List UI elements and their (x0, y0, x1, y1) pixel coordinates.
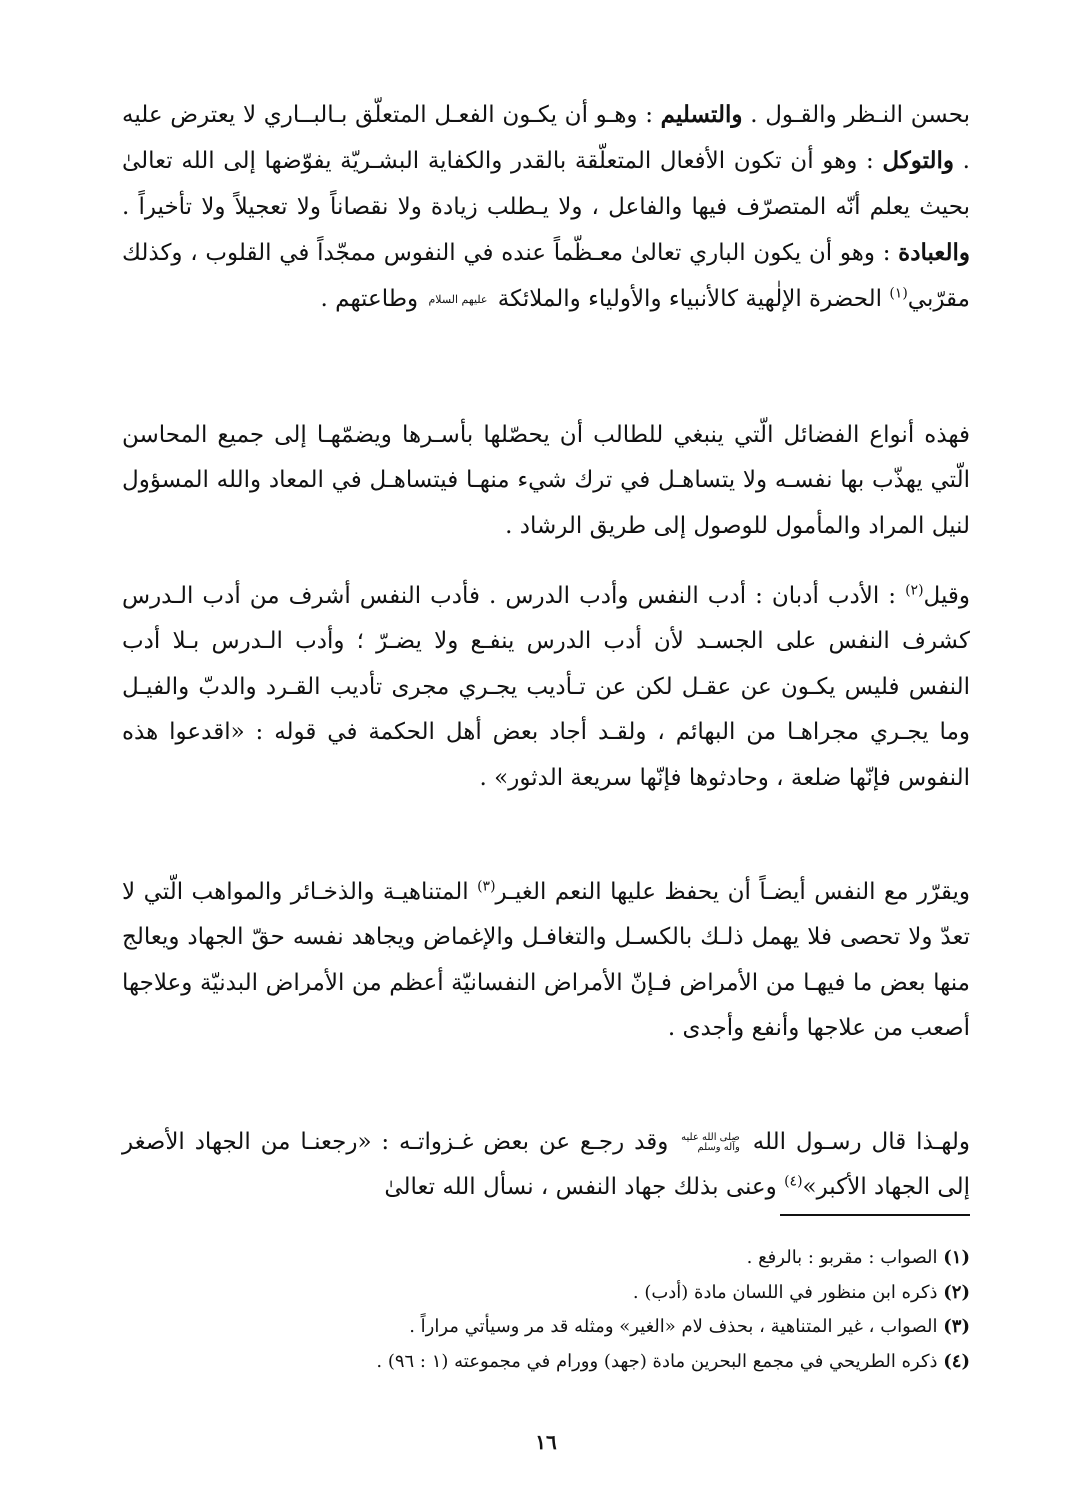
text-run: : وهو أن تكون الأفعال المتعلّقة بالقدر والكفاية البشـريّة يفوّضها إلى الله تعالىٰ بحيث يعلم أنّه المتصرّف فيها والفاعل ، ولا يـطلب زيادة ولا نقصاناً ولا تعجيلاً ولا تأخيراً . (122, 148, 970, 220)
paragraph-2-text: فهذه أنواع الفضائل الّتي ينبغي للطالب أن يحصّلها بأسـرها ويضمّهـا إلى جميع المحاسن الّتي يهذّب بها نفسـه ولا يتساهـل في ترك شيء منهـا فيتساهـل في المعاد والله المسؤول لنيل المراد والمأمول للوصول إلى طريق الرشاد . (122, 422, 970, 539)
term-tasleem: والتسليم (660, 101, 743, 128)
text-run: وعنى بذلك جهاد النفس ، نسأل الله تعالىٰ (384, 1174, 785, 1201)
paragraph-5 (122, 1120, 970, 1211)
text-run: ويقرّر مع النفس أيضـاً أن يحفظ عليها النعم الغيـر (495, 879, 970, 905)
paragraph-2 (122, 413, 970, 549)
paragraph-3 (122, 574, 970, 801)
paragraph-4 (122, 870, 970, 1052)
term-tawakkul: والتوكل (882, 147, 955, 175)
footnote-text: ذكره الطريحي في مجمع البحرين مادة (جهد) وورام في مجموعته (١ : ٩٦) . (376, 1350, 944, 1372)
footnote-number: (٤) (943, 1350, 970, 1372)
page-number: ١٦ (535, 1430, 557, 1454)
text-run: : الأدب أدبان : أدب النفس وأدب الدرس . فأدب النفس أشرف من أدب الـدرس كشرف النفس على الجسـد لأن أدب الدرس ينفـع ولا يضـرّ ؛ وأدب الـدرس بـلا أدب النفس فليس يكـون عن عقـل لكن عن تـأديب يجـري مجرى تأديب القـرد والدبّ والفيـل وما يجـري مجراهـا من البهائم ، ولقـد أجاد بعض أهل الحكمة في قوله : «اقدعوا هذه النفوس فإنّها ضلعة ، وحادثوها فإنّها سريعة الدثور» . (122, 583, 970, 791)
text-run: وطاعتهم . (320, 285, 426, 312)
footnote-text: الصواب : مقربو : بالرفع . (746, 1247, 944, 1268)
footnote-number: (١) (943, 1247, 970, 1268)
paragraph-1 (122, 92, 970, 322)
text-run: المتناهيـة والذخـائر والمواهب الّتي لا تعدّ ولا تحصى فلا يهمل ذلـك بالكسـل والتغافـل والإغماض ويجاهد نفسه حقّ الجهاد ويعالج منها بعض ما فيهـا من الأمراض فـإنّ الأمراض النفسانيّة أعظم من الأمراض البدنيّة وعلاجها أصعب من علاجها وأنفع وأجدى . (122, 879, 970, 1042)
salawat-glyph (678, 1133, 743, 1153)
salawat-top: صلى الله عليه (681, 1132, 740, 1143)
footnote-number: (٢) (943, 1281, 970, 1303)
footnote-2 (122, 1276, 970, 1311)
term-ibada: والعبادة (898, 239, 970, 267)
text-run: : وهو أن يكون الباري تعالىٰ معـظّماً عنده في النفوس ممجّداً في القلوب ، وكذلك مقرّبي (122, 240, 970, 312)
footnote-divider (780, 1214, 970, 1216)
footnote-1 (122, 1241, 970, 1276)
footnote-ref-4: (٤) (784, 1173, 803, 1190)
footnote-ref-3: (٣) (477, 878, 496, 895)
footnote-text: ذكره ابن منظور في اللسان مادة (أدب) . (632, 1281, 944, 1303)
footnote-4 (122, 1345, 970, 1380)
footnote-number: (٣) (943, 1316, 970, 1337)
footnote-text: الصواب ، غير المتناهية ، بحذف لام «الغير» ومثله قد مر وسيأتي مراراً . (409, 1316, 944, 1337)
salawat-bottom: وآله وسلم (697, 1142, 740, 1153)
text-run: وقيل (923, 583, 970, 609)
footnote-ref-1: (١) (889, 284, 908, 301)
footnote-ref-2: (٢) (905, 582, 924, 599)
text-run: بحسن النـظر والقـول . (742, 102, 970, 128)
honorific-glyph: عليهم السلام (428, 293, 488, 307)
text-run: وقد رجـع عن بعض غـزواتـه : «رجعنـا من الجهاد الأصغر إلى الجهاد الأكبر» (122, 1129, 970, 1201)
footnotes (122, 1241, 970, 1379)
text-run: الحضرة الإلٰهية كالأنبياء والأولياء والملائكة (490, 285, 890, 312)
text-run: ولهـذا قال رسـول الله (742, 1129, 970, 1155)
footnote-3 (122, 1310, 970, 1345)
text-run: : وهـو أن يكـون الفعـل المتعلّق بـالبــاري لا يعترض عليه . (122, 102, 970, 175)
